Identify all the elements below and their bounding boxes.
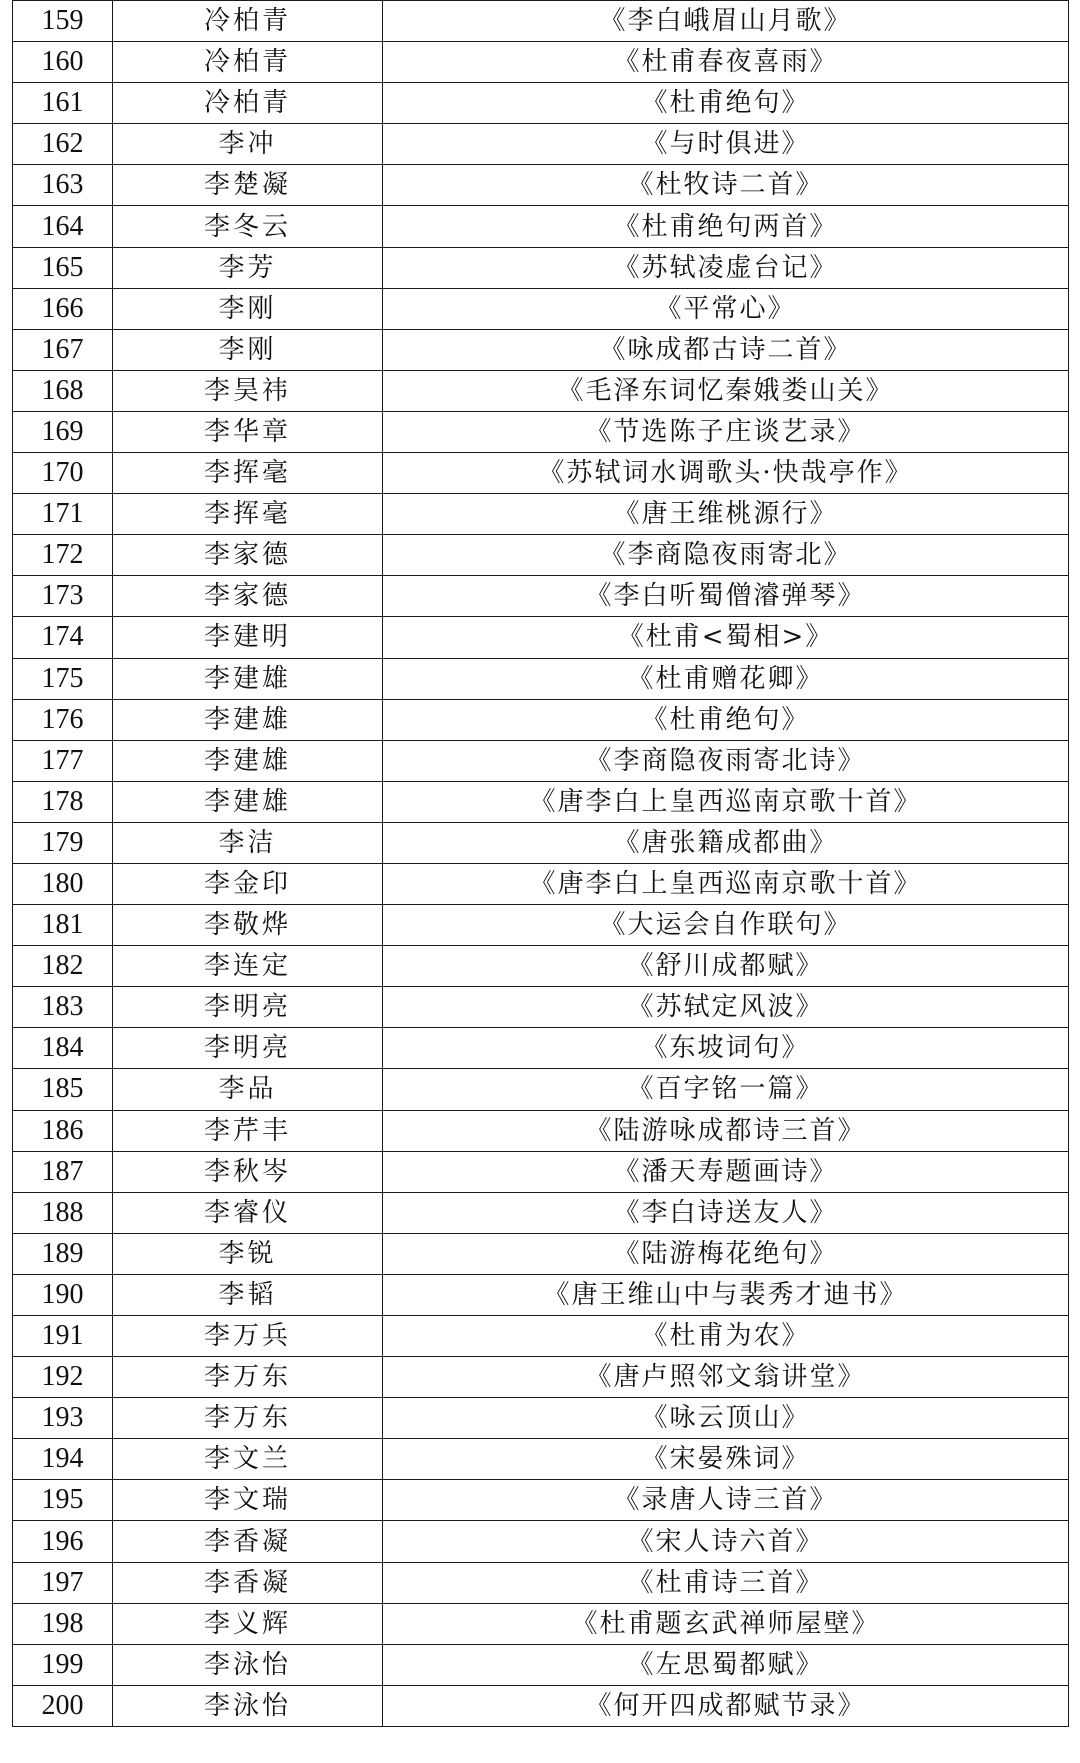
row-number: 174 xyxy=(13,617,113,658)
roster-sheet xyxy=(12,0,1068,1727)
author-name: 李挥毫 xyxy=(113,453,383,494)
work-title: 《平常心》 xyxy=(383,288,1069,329)
work-title: 《杜甫春夜喜雨》 xyxy=(383,42,1069,83)
row-number: 176 xyxy=(13,699,113,740)
author-name: 李洁 xyxy=(113,822,383,863)
work-title: 《东坡词句》 xyxy=(383,1028,1069,1069)
row-number: 199 xyxy=(13,1644,113,1685)
row-number: 189 xyxy=(13,1233,113,1274)
author-name: 李香凝 xyxy=(113,1562,383,1603)
table-row xyxy=(13,1562,1069,1603)
work-title: 《大运会自作联句》 xyxy=(383,905,1069,946)
row-number: 194 xyxy=(13,1439,113,1480)
work-title: 《录唐人诗三首》 xyxy=(383,1480,1069,1521)
table-row xyxy=(13,822,1069,863)
row-number: 181 xyxy=(13,905,113,946)
table-row xyxy=(13,1480,1069,1521)
table-row xyxy=(13,165,1069,206)
row-number: 187 xyxy=(13,1151,113,1192)
work-title: 《杜甫诗三首》 xyxy=(383,1562,1069,1603)
work-title: 《咏云顶山》 xyxy=(383,1398,1069,1439)
table-row xyxy=(13,494,1069,535)
author-name: 李昊祎 xyxy=(113,370,383,411)
table-row xyxy=(13,1439,1069,1480)
work-title: 《杜牧诗二首》 xyxy=(383,165,1069,206)
author-name: 冷柏青 xyxy=(113,42,383,83)
entries-table xyxy=(12,0,1069,1727)
work-title: 《左思蜀都赋》 xyxy=(383,1644,1069,1685)
author-name: 李建雄 xyxy=(113,658,383,699)
table-row xyxy=(13,42,1069,83)
author-name: 李敬烨 xyxy=(113,905,383,946)
row-number: 177 xyxy=(13,740,113,781)
row-number: 175 xyxy=(13,658,113,699)
table-row xyxy=(13,1233,1069,1274)
row-number: 159 xyxy=(13,1,113,42)
author-name: 李刚 xyxy=(113,329,383,370)
work-title: 《李商隐夜雨寄北诗》 xyxy=(383,740,1069,781)
table-row xyxy=(13,453,1069,494)
table-row xyxy=(13,740,1069,781)
row-number: 191 xyxy=(13,1316,113,1357)
author-name: 李芹丰 xyxy=(113,1110,383,1151)
author-name: 李明亮 xyxy=(113,987,383,1028)
work-title: 《何开四成都赋节录》 xyxy=(383,1685,1069,1726)
work-title: 《陆游咏成都诗三首》 xyxy=(383,1110,1069,1151)
work-title: 《杜甫<蜀相>》 xyxy=(383,617,1069,658)
table-row xyxy=(13,905,1069,946)
author-name: 李义辉 xyxy=(113,1603,383,1644)
author-name: 李楚凝 xyxy=(113,165,383,206)
work-title: 《唐张籍成都曲》 xyxy=(383,822,1069,863)
table-row xyxy=(13,535,1069,576)
work-title: 《李白峨眉山月歌》 xyxy=(383,1,1069,42)
row-number: 164 xyxy=(13,206,113,247)
work-title: 《与时俱进》 xyxy=(383,124,1069,165)
work-title: 《苏轼凌虚台记》 xyxy=(383,247,1069,288)
table-row xyxy=(13,946,1069,987)
row-number: 186 xyxy=(13,1110,113,1151)
table-row xyxy=(13,247,1069,288)
table-row xyxy=(13,1603,1069,1644)
work-title: 《杜甫为农》 xyxy=(383,1316,1069,1357)
work-title: 《咏成都古诗二首》 xyxy=(383,329,1069,370)
work-title: 《杜甫绝句》 xyxy=(383,83,1069,124)
table-row xyxy=(13,781,1069,822)
author-name: 李家德 xyxy=(113,576,383,617)
work-title: 《杜甫绝句》 xyxy=(383,699,1069,740)
author-name: 李连定 xyxy=(113,946,383,987)
author-name: 李冬云 xyxy=(113,206,383,247)
row-number: 171 xyxy=(13,494,113,535)
table-row xyxy=(13,1644,1069,1685)
work-title: 《唐李白上皇西巡南京歌十首》 xyxy=(383,863,1069,904)
author-name: 李万东 xyxy=(113,1357,383,1398)
row-number: 193 xyxy=(13,1398,113,1439)
author-name: 李金印 xyxy=(113,863,383,904)
work-title: 《杜甫绝句两首》 xyxy=(383,206,1069,247)
author-name: 冷柏青 xyxy=(113,1,383,42)
table-row xyxy=(13,1151,1069,1192)
author-name: 李品 xyxy=(113,1069,383,1110)
row-number: 180 xyxy=(13,863,113,904)
table-row xyxy=(13,370,1069,411)
author-name: 李刚 xyxy=(113,288,383,329)
table-row xyxy=(13,1274,1069,1315)
author-name: 李文瑞 xyxy=(113,1480,383,1521)
work-title: 《杜甫赠花卿》 xyxy=(383,658,1069,699)
row-number: 190 xyxy=(13,1274,113,1315)
table-row xyxy=(13,1685,1069,1726)
table-row xyxy=(13,1398,1069,1439)
table-row xyxy=(13,699,1069,740)
entries-table-body xyxy=(13,1,1069,1727)
work-title: 《李白诗送友人》 xyxy=(383,1192,1069,1233)
author-name: 李香凝 xyxy=(113,1521,383,1562)
table-row xyxy=(13,658,1069,699)
table-row xyxy=(13,1357,1069,1398)
author-name: 李万东 xyxy=(113,1398,383,1439)
row-number: 166 xyxy=(13,288,113,329)
work-title: 《毛泽东词忆秦娥娄山关》 xyxy=(383,370,1069,411)
table-row xyxy=(13,576,1069,617)
work-title: 《节选陈子庄谈艺录》 xyxy=(383,411,1069,452)
work-title: 《宋人诗六首》 xyxy=(383,1521,1069,1562)
author-name: 李华章 xyxy=(113,411,383,452)
row-number: 167 xyxy=(13,329,113,370)
table-row xyxy=(13,206,1069,247)
row-number: 184 xyxy=(13,1028,113,1069)
row-number: 169 xyxy=(13,411,113,452)
author-name: 李泳怡 xyxy=(113,1644,383,1685)
author-name: 李万兵 xyxy=(113,1316,383,1357)
author-name: 李泳怡 xyxy=(113,1685,383,1726)
work-title: 《李白听蜀僧濬弹琴》 xyxy=(383,576,1069,617)
table-row xyxy=(13,1521,1069,1562)
row-number: 196 xyxy=(13,1521,113,1562)
author-name: 李韬 xyxy=(113,1274,383,1315)
work-title: 《杜甫题玄武禅师屋壁》 xyxy=(383,1603,1069,1644)
row-number: 161 xyxy=(13,83,113,124)
table-row xyxy=(13,863,1069,904)
work-title: 《舒川成都赋》 xyxy=(383,946,1069,987)
author-name: 李锐 xyxy=(113,1233,383,1274)
work-title: 《苏轼词水调歌头·快哉亭作》 xyxy=(383,453,1069,494)
author-name: 李文兰 xyxy=(113,1439,383,1480)
work-title: 《唐李白上皇西巡南京歌十首》 xyxy=(383,781,1069,822)
work-title: 《宋晏殊词》 xyxy=(383,1439,1069,1480)
table-row xyxy=(13,1192,1069,1233)
table-row xyxy=(13,124,1069,165)
table-row xyxy=(13,617,1069,658)
table-row xyxy=(13,1028,1069,1069)
row-number: 183 xyxy=(13,987,113,1028)
work-title: 《陆游梅花绝句》 xyxy=(383,1233,1069,1274)
author-name: 李挥毫 xyxy=(113,494,383,535)
row-number: 160 xyxy=(13,42,113,83)
author-name: 李秋岑 xyxy=(113,1151,383,1192)
table-row xyxy=(13,1110,1069,1151)
work-title: 《唐卢照邻文翁讲堂》 xyxy=(383,1357,1069,1398)
row-number: 162 xyxy=(13,124,113,165)
table-row xyxy=(13,329,1069,370)
table-row xyxy=(13,1,1069,42)
row-number: 163 xyxy=(13,165,113,206)
author-name: 李建明 xyxy=(113,617,383,658)
row-number: 200 xyxy=(13,1685,113,1726)
author-name: 李建雄 xyxy=(113,781,383,822)
row-number: 185 xyxy=(13,1069,113,1110)
row-number: 182 xyxy=(13,946,113,987)
row-number: 188 xyxy=(13,1192,113,1233)
table-row xyxy=(13,83,1069,124)
author-name: 李家德 xyxy=(113,535,383,576)
row-number: 165 xyxy=(13,247,113,288)
work-title: 《李商隐夜雨寄北》 xyxy=(383,535,1069,576)
row-number: 192 xyxy=(13,1357,113,1398)
work-title: 《唐王维山中与裴秀才迪书》 xyxy=(383,1274,1069,1315)
row-number: 198 xyxy=(13,1603,113,1644)
row-number: 168 xyxy=(13,370,113,411)
row-number: 172 xyxy=(13,535,113,576)
author-name: 李冲 xyxy=(113,124,383,165)
work-title: 《潘天寿题画诗》 xyxy=(383,1151,1069,1192)
row-number: 170 xyxy=(13,453,113,494)
author-name: 李明亮 xyxy=(113,1028,383,1069)
author-name: 冷柏青 xyxy=(113,83,383,124)
row-number: 195 xyxy=(13,1480,113,1521)
author-name: 李建雄 xyxy=(113,740,383,781)
work-title: 《百字铭一篇》 xyxy=(383,1069,1069,1110)
table-row xyxy=(13,1316,1069,1357)
work-title: 《苏轼定风波》 xyxy=(383,987,1069,1028)
author-name: 李芳 xyxy=(113,247,383,288)
author-name: 李建雄 xyxy=(113,699,383,740)
row-number: 179 xyxy=(13,822,113,863)
author-name: 李睿仪 xyxy=(113,1192,383,1233)
table-row xyxy=(13,987,1069,1028)
work-title: 《唐王维桃源行》 xyxy=(383,494,1069,535)
row-number: 197 xyxy=(13,1562,113,1603)
row-number: 178 xyxy=(13,781,113,822)
table-row xyxy=(13,411,1069,452)
table-row xyxy=(13,288,1069,329)
row-number: 173 xyxy=(13,576,113,617)
table-row xyxy=(13,1069,1069,1110)
